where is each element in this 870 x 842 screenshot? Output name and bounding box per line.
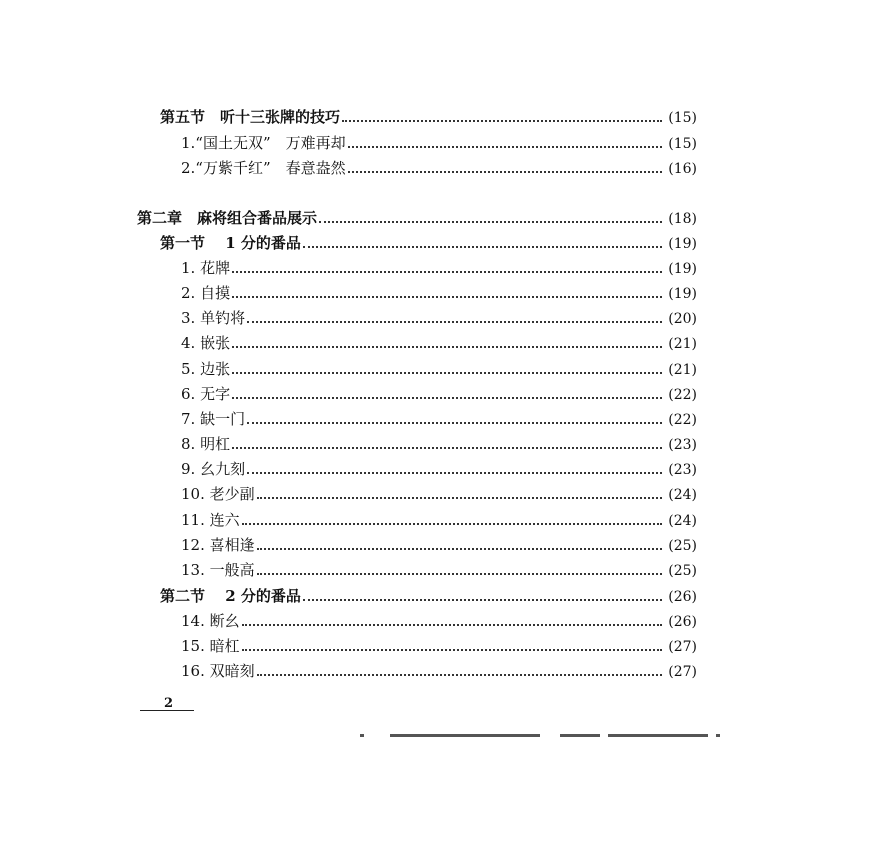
toc-entry-item [181,560,697,580]
toc-entry-item [181,661,697,681]
toc-entry-title: 第一节 1 分的番品 [160,234,301,252]
toc-entry-item [181,636,697,656]
toc-entry-item [181,459,697,479]
toc-entry-title: 第五节 听十三张牌的技巧 [160,108,341,126]
toc-entry-title: 3. 单钓将 [181,309,246,327]
leader-dots [303,245,662,248]
toc-entry-title: 15. 暗杠 [181,637,240,655]
toc-entry-section-5 [160,107,697,127]
toc-entry-page: (21) [668,336,697,352]
toc-entry-page: (16) [668,161,697,177]
leader-dots [257,496,663,499]
toc-entry-page: (18) [668,211,697,227]
leader-dots [232,371,662,374]
toc-entry-item [181,283,697,303]
toc-entry-page: (23) [668,437,697,453]
leader-dots [242,648,663,651]
toc-entry-page: (20) [668,311,697,327]
footer-rule [140,710,194,711]
toc-entry-page: (24) [668,487,697,503]
toc-entry-page: (19) [668,261,697,277]
toc-entry-item [181,258,697,278]
toc-entry-page: (25) [668,563,697,579]
toc-entry-page: (22) [668,412,697,428]
toc-entry-page: (19) [668,286,697,302]
leader-dots [247,421,662,424]
bleed-through-marks [360,734,722,738]
leader-dots [232,345,662,348]
toc-entry-title: 1.“国土无双” 万难再却 [181,134,346,152]
toc-entry-page: (27) [668,639,697,655]
toc-entry-title: 11. 连六 [181,511,240,529]
toc-entry-item [181,535,697,555]
toc-entry-title: 12. 喜相逢 [181,536,255,554]
leader-dots [342,119,662,122]
leader-dots [348,170,663,173]
toc-entry-section-1 [160,233,697,253]
leader-dots [242,522,663,525]
toc-entry-item [181,158,697,178]
toc-entry-title: 5. 边张 [181,360,231,378]
toc-entry-item [181,484,697,504]
toc-entry-item [181,611,697,631]
toc-entry-page: (15) [668,110,697,126]
toc-entry-item [181,359,697,379]
toc-entry-title: 6. 无字 [181,385,231,403]
leader-dots [348,145,663,148]
toc-entry-page: (23) [668,462,697,478]
toc-entry-title: 第二章 麻将组合番品展示 [137,209,318,227]
toc-entry-item [181,409,697,429]
toc-entry-item [181,510,697,530]
leader-dots [232,295,662,298]
toc-entry-item [181,333,697,353]
leader-dots [257,673,663,676]
toc-entry-title: 10. 老少副 [181,485,255,503]
toc-entry-page: (26) [668,614,697,630]
leader-dots [242,623,663,626]
leader-dots [247,471,662,474]
toc-entry-title: 14. 断幺 [181,612,240,630]
toc-entry-title: 1. 花牌 [181,259,231,277]
toc-entry-page: (22) [668,387,697,403]
toc-entry-item [181,308,697,328]
toc-entry-item [181,434,697,454]
toc-entry-title: 第二节 2 分的番品 [160,587,301,605]
leader-dots [319,220,662,223]
leader-dots [303,598,662,601]
leader-dots [257,547,663,550]
toc-entry-title: 2.“万紫千红” 春意盎然 [181,159,346,177]
toc-entry-title: 13. 一般高 [181,561,255,579]
toc-entry-page: (15) [668,136,697,152]
leader-dots [232,396,662,399]
toc-entry-item [181,384,697,404]
page-number: 2 [164,696,174,711]
toc-entry-page: (21) [668,362,697,378]
toc-entry-title: 16. 双暗刻 [181,662,255,680]
toc-entry-page: (27) [668,664,697,680]
toc-entry-title: 2. 自摸 [181,284,231,302]
leader-dots [257,572,663,575]
toc-entry-page: (19) [668,236,697,252]
leader-dots [232,446,662,449]
toc-entry-chapter-2 [137,208,697,228]
toc-entry-title: 4. 嵌张 [181,334,231,352]
toc-entry-section-2 [160,586,697,606]
toc-entry-title: 7. 缺一门 [181,410,246,428]
toc-entry-page: (25) [668,538,697,554]
toc-entry-page: (26) [668,589,697,605]
toc-entry-title: 8. 明杠 [181,435,231,453]
toc-entry-item [181,133,697,153]
leader-dots [247,320,662,323]
toc-entry-page: (24) [668,513,697,529]
leader-dots [232,270,662,273]
toc-entry-title: 9. 幺九刻 [181,460,246,478]
